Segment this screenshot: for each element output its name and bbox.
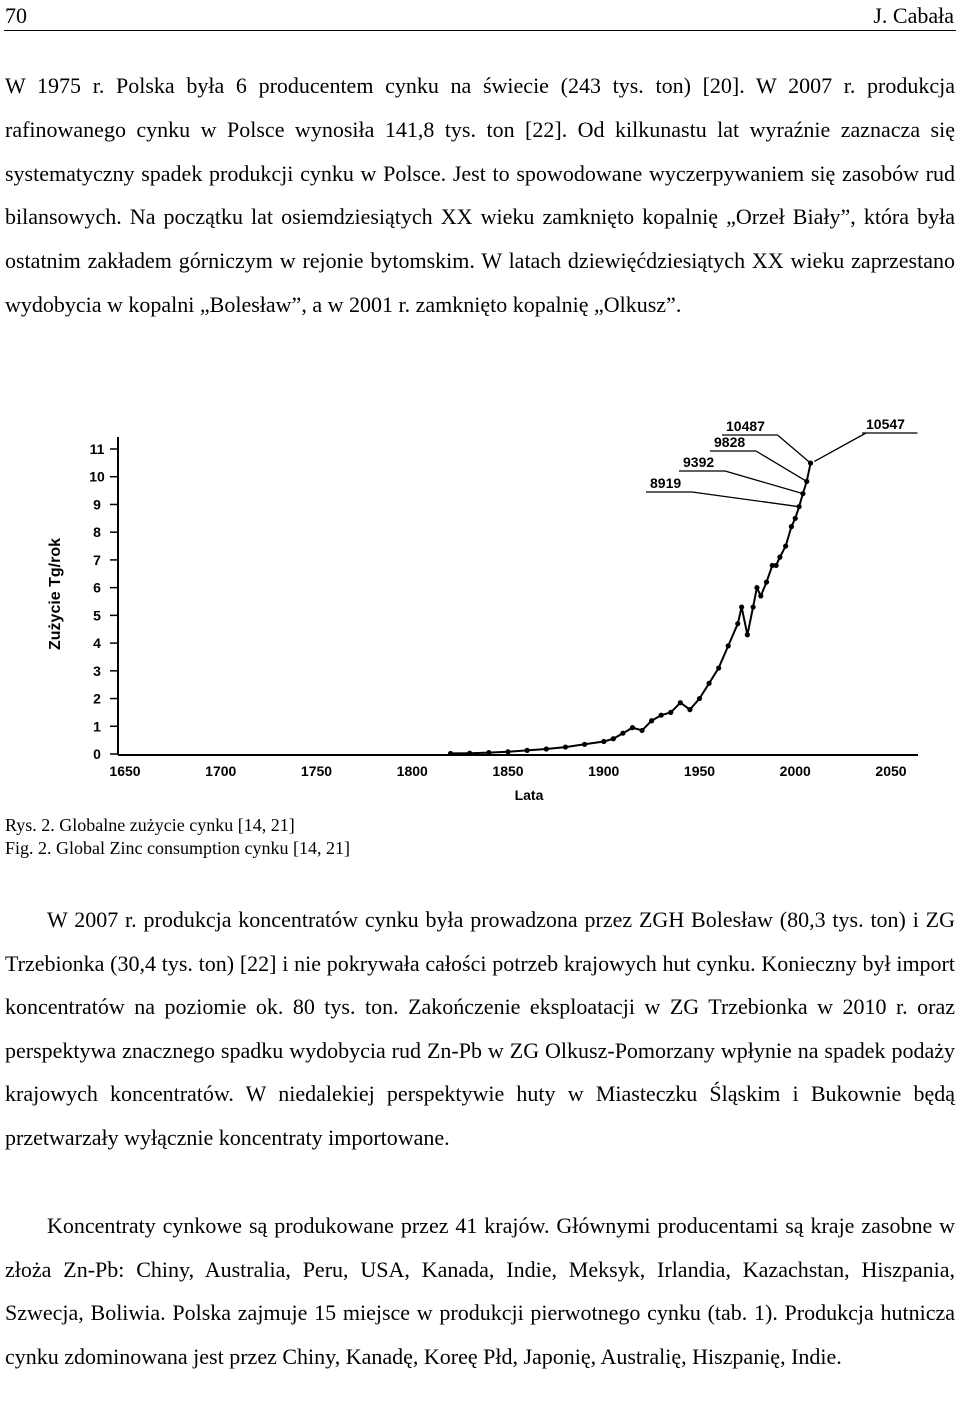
x-tick-label: 1850 — [492, 763, 524, 779]
y-tick-labels — [89, 441, 118, 762]
y-axis-label: Zużycie Tg/rok — [47, 537, 64, 650]
data-point — [687, 707, 692, 712]
y-tick-label: 5 — [93, 607, 101, 624]
x-axis-label: Lata — [514, 787, 544, 803]
data-point — [620, 731, 625, 736]
data-point — [697, 696, 702, 701]
data-point — [467, 751, 472, 756]
annotation-label: 9828 — [714, 434, 746, 450]
data-point — [582, 742, 587, 747]
chart-series — [448, 461, 813, 757]
data-point — [601, 739, 606, 744]
x-tick-label: 1900 — [588, 763, 620, 779]
data-point — [758, 593, 763, 598]
data-point — [668, 710, 673, 715]
page-header — [0, 0, 960, 30]
data-point — [649, 718, 654, 723]
x-tick-labels — [109, 763, 906, 779]
data-point — [716, 665, 721, 670]
data-point — [783, 543, 788, 548]
y-tick-label: 4 — [93, 635, 101, 652]
y-tick-label: 3 — [93, 662, 101, 679]
annotation-leader — [692, 492, 799, 507]
annotation-label: 10487 — [726, 418, 765, 434]
page-number: 70 — [5, 3, 27, 28]
data-point — [639, 728, 644, 733]
y-tick-label: 11 — [89, 441, 105, 457]
data-point — [726, 643, 731, 648]
header-rule — [4, 30, 956, 31]
data-point — [505, 749, 510, 754]
data-point — [563, 744, 568, 749]
annotation-label: 9392 — [683, 454, 715, 470]
data-point — [448, 751, 453, 756]
annotation-leader — [756, 451, 807, 481]
x-tick-label: 1800 — [396, 763, 428, 779]
data-point — [706, 681, 711, 686]
y-tick-label: 10 — [89, 468, 105, 485]
paragraph-producer-countries: Koncentraty cynkowe są produkowane przez 41 krajów. Głównymi producentami są kraje zasobne w złoża Zn-Pb: Chiny, Australia, Peru, USA, Kanada, Indie, Meksyk, Irlandia, Kazachstan, Hiszpania, Szwecja, Boliwia. Polska zajmuje 15 miejsce w produkcji pierwotnego cynku (tab. 1). Produkcja hutnicza cynku zdominowana jest przez Chiny, Kanadę, Koreę Płd, Japonię, Australię, Hiszpanię, Indie. — [5, 1213, 955, 1369]
data-point — [777, 555, 782, 560]
y-tick-label: 1 — [93, 718, 101, 735]
x-tick-label: 1700 — [205, 763, 237, 779]
series-line — [451, 463, 811, 753]
y-tick-label: 7 — [93, 551, 101, 568]
data-point — [611, 736, 616, 741]
data-point — [735, 621, 740, 626]
data-point — [774, 563, 779, 568]
data-point — [764, 579, 769, 584]
chart-annotations — [646, 416, 918, 507]
data-point — [793, 516, 798, 521]
annotation-leader — [814, 433, 866, 461]
data-point — [745, 632, 750, 637]
y-tick-label: 2 — [93, 690, 101, 707]
y-tick-label: 6 — [93, 579, 101, 596]
x-tick-label: 2000 — [779, 763, 811, 779]
figure-caption-english: Fig. 2. Global Zinc consumption cynku [14, 21] — [5, 838, 350, 858]
chart-axes — [118, 437, 918, 755]
annotation-label: 10547 — [866, 416, 905, 432]
zinc-consumption-chart — [0, 400, 960, 812]
y-tick-label: 0 — [93, 746, 101, 762]
data-point — [630, 725, 635, 730]
running-head-author: J. Cabała — [873, 3, 954, 28]
x-tick-label: 1750 — [300, 763, 333, 779]
annotation-leader — [725, 471, 803, 494]
data-point — [486, 750, 491, 755]
data-point — [544, 746, 549, 751]
data-point — [739, 604, 744, 609]
data-point — [754, 585, 759, 590]
x-tick-label: 1950 — [683, 763, 716, 779]
figure-caption-polish: Rys. 2. Globalne zużycie cynku [14, 21] — [5, 815, 295, 835]
figure-global-zinc-consumption — [0, 400, 960, 812]
x-tick-label: 2050 — [875, 763, 907, 779]
data-point — [751, 604, 756, 609]
data-point — [525, 748, 530, 753]
x-tick-label: 1650 — [109, 763, 141, 779]
y-tick-label: 8 — [93, 524, 101, 541]
paragraph-zinc-production-poland: W 1975 r. Polska była 6 producentem cynku na świecie (243 tys. ton) [20]. W 2007 r. produkcja rafinowanego cynku w Polsce wynosiła 141,8 tys. ton [22]. Od kilkunastu lat wyraźnie zaznacza się systematyczny spadek produkcji cynku w Polsce. Jest to spowodowane wyczerpywaniem się zasobów rud bilansowych. Na początku lat osiemdziesiątych XX wieku zamknięto kopalnię „Orzeł Biały”, która była ostatnim zakładem górniczym w rejonie bytomskim. W latach dziewięćdziesiątych XX wieku zaprzestano wydobycia w kopalni „Bolesław”, a w 2001 r. zamknięto kopalnię „Olkusz”. — [5, 73, 955, 317]
annotation-leader — [778, 435, 811, 463]
annotation-label: 8919 — [650, 475, 682, 491]
data-point — [789, 524, 794, 529]
y-tick-label: 9 — [93, 496, 101, 513]
data-point — [678, 700, 683, 705]
paragraph-concentrate-production: W 2007 r. produkcja koncentratów cynku była prowadzona przez ZGH Bolesław (80,3 tys. ton) i ZG Trzebionka (30,4 tys. ton) [22] i nie pokrywała całości potrzeb krajowych hut cynku. Konieczny był import koncentratów na poziomie ok. 80 tys. ton. Zakończenie eksploatacji w ZG Trzebionka w 2010 r. oraz perspektywa znacznego spadku wydobycia rud Zn-Pb w ZG Olkusz-Pomorzany wpłynie na spadek podaży krajowych koncentratów. W niedalekiej perspektywie huty w Miasteczku Śląskim i Bukownie będą przetwarzały wyłącznie koncentraty importowane. — [5, 907, 955, 1150]
data-point — [659, 713, 664, 718]
